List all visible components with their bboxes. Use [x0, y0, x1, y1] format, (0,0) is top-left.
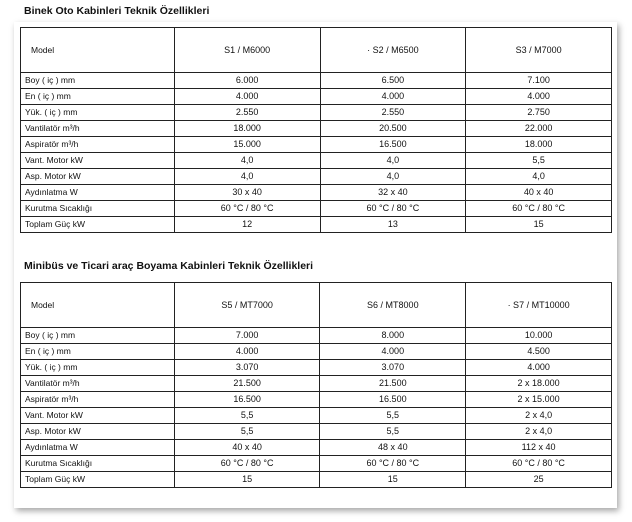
value-cell: 4,0	[320, 169, 466, 185]
value-cell: 40 x 40	[174, 440, 320, 456]
table-row	[21, 344, 612, 360]
value-cell: 21.500	[320, 376, 466, 392]
value-cell: 16.500	[174, 392, 320, 408]
value-cell: 7.100	[466, 73, 612, 89]
header-cell-model: · S7 / MT10000	[466, 283, 612, 328]
table-header-row	[21, 283, 612, 328]
row-label-cell: En ( iç ) mm	[21, 89, 175, 105]
value-cell: 4,0	[320, 153, 466, 169]
value-cell: 22.000	[466, 121, 612, 137]
table-row	[21, 169, 612, 185]
value-cell: 4.000	[466, 360, 612, 376]
value-cell: 4.000	[320, 344, 466, 360]
value-cell: 6.000	[174, 73, 320, 89]
value-cell: 7.000	[174, 328, 320, 344]
value-cell: 5,5	[174, 424, 320, 440]
value-cell: 4.500	[466, 344, 612, 360]
value-cell: 21.500	[174, 376, 320, 392]
value-cell: 5,5	[320, 424, 466, 440]
row-label-cell: Aspiratör m³/h	[21, 392, 175, 408]
value-cell: 2 x 15.000	[466, 392, 612, 408]
value-cell: 4.000	[466, 89, 612, 105]
table-header-row	[21, 28, 612, 73]
header-cell-label: Model	[21, 28, 175, 73]
value-cell: 12	[174, 217, 320, 233]
row-label-cell: Kurutma Sıcaklığı	[21, 201, 175, 217]
header-cell-model: · S2 / M6500	[320, 28, 466, 73]
value-cell: 40 x 40	[466, 185, 612, 201]
row-label-cell: Asp. Motor kW	[21, 169, 175, 185]
header-cell-model: S3 / M7000	[466, 28, 612, 73]
row-label-cell: Kurutma Sıcaklığı	[21, 456, 175, 472]
table-row	[21, 456, 612, 472]
value-cell: 3.070	[174, 360, 320, 376]
value-cell: 18.000	[466, 137, 612, 153]
row-label-cell: Vantilatör m³/h	[21, 376, 175, 392]
row-label-cell: Boy ( iç ) mm	[21, 73, 175, 89]
value-cell: 18.000	[174, 121, 320, 137]
value-cell: 6.500	[320, 73, 466, 89]
row-label-cell: Toplam Güç kW	[21, 472, 175, 488]
section-title-minibus-cabins: Minibüs ve Ticari araç Boyama Kabinleri Teknik Özellikleri	[24, 260, 314, 272]
value-cell: 30 x 40	[174, 185, 320, 201]
value-cell: 2.750	[466, 105, 612, 121]
row-label-cell: Aspiratör m³/h	[21, 137, 175, 153]
value-cell: 4.000	[174, 344, 320, 360]
value-cell: 4.000	[320, 89, 466, 105]
row-label-cell: Boy ( iç ) mm	[21, 328, 175, 344]
value-cell: 60 °C / 80 °C	[466, 201, 612, 217]
value-cell: 4,0	[466, 169, 612, 185]
table-row	[21, 472, 612, 488]
row-label-cell: En ( iç ) mm	[21, 344, 175, 360]
value-cell: 25	[466, 472, 612, 488]
row-label-cell: Asp. Motor kW	[21, 424, 175, 440]
value-cell: 15.000	[174, 137, 320, 153]
value-cell: 48 x 40	[320, 440, 466, 456]
table-row	[21, 105, 612, 121]
value-cell: 60 °C / 80 °C	[320, 201, 466, 217]
table-row	[21, 408, 612, 424]
table-row	[21, 89, 612, 105]
row-label-cell: Yük. ( iç ) mm	[21, 105, 175, 121]
value-cell: 16.500	[320, 392, 466, 408]
header-cell-model: S5 / MT7000	[174, 283, 320, 328]
section-title-passenger-cabins: Binek Oto Kabinleri Teknik Özellikleri	[24, 5, 210, 17]
table-row	[21, 424, 612, 440]
value-cell: 60 °C / 80 °C	[174, 456, 320, 472]
table-row	[21, 376, 612, 392]
row-label-cell: Toplam Güç kW	[21, 217, 175, 233]
value-cell: 13	[320, 217, 466, 233]
value-cell: 5,5	[466, 153, 612, 169]
row-label-cell: Yük. ( iç ) mm	[21, 360, 175, 376]
value-cell: 4,0	[174, 169, 320, 185]
row-label-cell: Vant. Motor kW	[21, 408, 175, 424]
row-label-cell: Aydınlatma W	[21, 440, 175, 456]
table-row	[21, 73, 612, 89]
value-cell: 3.070	[320, 360, 466, 376]
table-row	[21, 217, 612, 233]
value-cell: 2 x 18.000	[466, 376, 612, 392]
spec-table-passenger-cabins	[20, 27, 612, 233]
value-cell: 32 x 40	[320, 185, 466, 201]
table-row	[21, 360, 612, 376]
table-row	[21, 185, 612, 201]
value-cell: 2 x 4,0	[466, 424, 612, 440]
table-row	[21, 137, 612, 153]
table-row	[21, 201, 612, 217]
header-cell-model: S1 / M6000	[174, 28, 320, 73]
table-row	[21, 392, 612, 408]
spec-table-minibus-cabins	[20, 282, 612, 488]
value-cell: 60 °C / 80 °C	[174, 201, 320, 217]
value-cell: 10.000	[466, 328, 612, 344]
value-cell: 2.550	[320, 105, 466, 121]
value-cell: 8.000	[320, 328, 466, 344]
table-row	[21, 153, 612, 169]
value-cell: 5,5	[320, 408, 466, 424]
value-cell: 16.500	[320, 137, 466, 153]
table-row	[21, 328, 612, 344]
value-cell: 5,5	[174, 408, 320, 424]
table-row	[21, 121, 612, 137]
value-cell: 2.550	[174, 105, 320, 121]
header-cell-label: Model	[21, 283, 175, 328]
value-cell: 15	[174, 472, 320, 488]
value-cell: 15	[466, 217, 612, 233]
value-cell: 60 °C / 80 °C	[320, 456, 466, 472]
value-cell: 15	[320, 472, 466, 488]
value-cell: 4,0	[174, 153, 320, 169]
row-label-cell: Aydınlatma W	[21, 185, 175, 201]
value-cell: 2 x 4,0	[466, 408, 612, 424]
row-label-cell: Vantilatör m³/h	[21, 121, 175, 137]
value-cell: 20.500	[320, 121, 466, 137]
header-cell-model: S6 / MT8000	[320, 283, 466, 328]
table-row	[21, 440, 612, 456]
value-cell: 60 °C / 80 °C	[466, 456, 612, 472]
value-cell: 4.000	[174, 89, 320, 105]
value-cell: 112 x 40	[466, 440, 612, 456]
row-label-cell: Vant. Motor kW	[21, 153, 175, 169]
